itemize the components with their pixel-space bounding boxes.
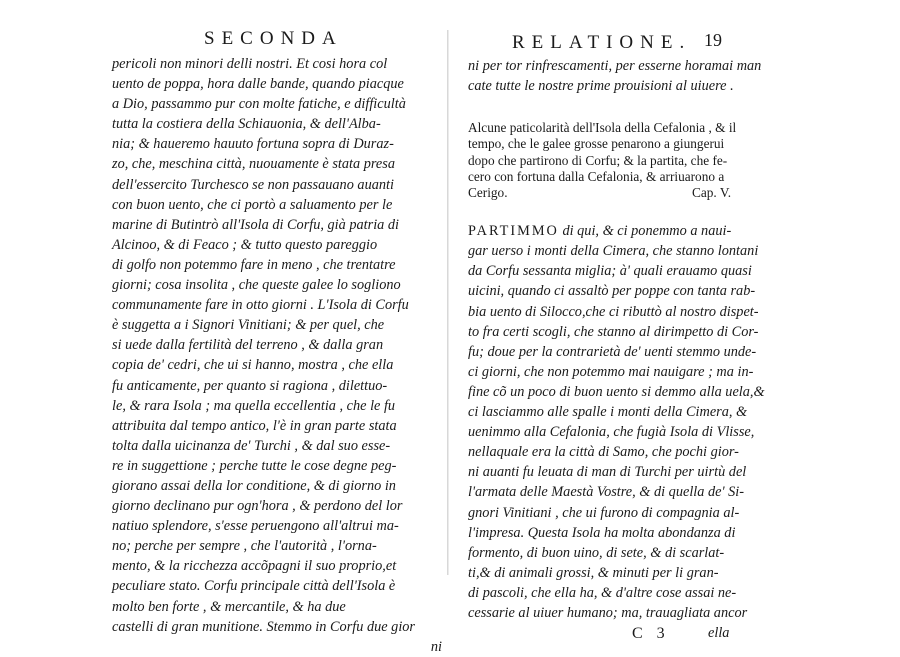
text-line: di golfo non potemmo fare in meno , che trentatre	[112, 256, 396, 273]
text-line	[468, 402, 768, 422]
text-line	[468, 241, 768, 261]
text-line-content: uenimmo alla Cefalonia, che fugià Isola di Vlisse,	[468, 424, 755, 441]
text-line	[468, 261, 768, 281]
summary-line-text: Cerigo.	[468, 185, 508, 200]
text-line: marine di Butintrò all'Isola di Corfu, già patria di	[112, 216, 400, 233]
signature-mark: C 3	[632, 625, 670, 643]
text-line	[468, 422, 768, 442]
text-line-content: ti,& di animali grossi, & minuti per li gran-	[468, 564, 719, 581]
page-footer	[468, 623, 768, 643]
text-line: natiuo splendore, s'esse peruengono all'altrui ma-	[112, 518, 399, 535]
text-line: tutta la costiera della Schiauonia, & dell'Alba-	[112, 116, 381, 133]
chapter-initial-word: PARTIMMO	[468, 223, 559, 240]
text-line-content: di pascoli, che ella ha, & d'altre cose assai ne-	[468, 584, 737, 601]
text-line: pericoli non minori delli nostri. Et cosi hora col	[112, 56, 388, 72]
text-line: communamente fare in otto giorni . L'Isola di Corfu	[112, 297, 409, 314]
text-line	[468, 523, 768, 543]
chapter-number: Cap. V.	[692, 185, 732, 200]
text-line: si uede dalla fertilità del terreno , & dalla gran	[112, 337, 384, 354]
right-main-text	[468, 221, 768, 623]
summary-line	[468, 185, 768, 201]
text-line-content: di qui, & ci ponemmo a naui-	[558, 223, 732, 240]
text-line: tolta dalla uicinanza de' Turchi , & dal suo esse-	[112, 437, 391, 454]
text-line	[468, 603, 768, 623]
text-line: peculiare stato. Corfu principale città dell'Isola è	[112, 578, 396, 595]
text-line-content: l'armata delle Maestà Vostre, & di quella de' Si-	[468, 484, 744, 501]
summary-line-text: tempo, che le galee grosse penarono a giungerui	[468, 136, 725, 152]
summary-line	[468, 120, 768, 136]
summary-line-text: Alcune paticolarità dell'Isola della Cefalonia , & il	[468, 120, 737, 136]
text-line-content: formento, di buon uino, di sete, & di scarlat-	[468, 544, 725, 561]
text-line-content: fine cõ un poco di buon uento si demmo alla uela,&	[468, 383, 765, 400]
text-line: a Dio, passammo pur con molte fatiche, e difficultà	[112, 96, 406, 113]
left-page	[112, 28, 442, 657]
text-line: fu anticamente, per quanto si ragiona , dilettuo-	[112, 377, 388, 394]
text-line: no; perche per sempre , che l'autorità , l'orna-	[112, 538, 377, 555]
text-line-content: da Corfu sessanta miglia; à' quali erauamo quasi	[468, 263, 752, 280]
chapter-summary	[468, 120, 768, 201]
summary-line	[468, 169, 768, 185]
text-line: giorano assai della lor conditione, & di giorno in	[112, 477, 396, 494]
text-line: giorni; cosa insolita , che queste galee lo sogliono	[112, 277, 401, 294]
text-line-content: ni auanti fu leuata di man di Turchi per uirtù del	[468, 464, 747, 481]
text-line-content: to fra certi scogli, che stanno al dirimpetto di Cor-	[468, 323, 759, 340]
text-line	[468, 281, 768, 301]
text-line: castelli di gran munitione. Stemmo in Corfu due gior	[112, 618, 415, 635]
text-line: dell'essercito Turchesco se non passauano auanti	[112, 176, 394, 193]
page-number: 19	[704, 30, 722, 50]
text-line	[468, 462, 768, 482]
text-line	[468, 342, 768, 362]
text-line-content: nellaquale era la città di Samo, che pochi gior-	[468, 444, 739, 461]
text-line: molto ben forte , & mercantile, & ha due	[112, 598, 346, 615]
text-line	[468, 543, 768, 563]
left-page-text	[112, 54, 442, 637]
running-head-left: SECONDA	[204, 28, 343, 49]
text-line: Alcinoo, & di Feaco ; & tutto questo pareggio	[112, 236, 378, 253]
left-catchword: ni	[430, 638, 442, 655]
text-line: mento, & la ricchezza accõpagni il suo proprio,et	[112, 558, 397, 575]
text-line-content: gnori Vinitiani , che ui furono di compagnia al-	[468, 504, 740, 521]
text-line	[468, 442, 768, 462]
text-line: giorno declinano pur ogn'hora , & perdono del lor	[112, 498, 403, 515]
text-line-content: ci lasciammo alle spalle i monti della Cimera, &	[468, 404, 748, 421]
text-line-content: fu; doue per la contrarietà de' uenti stemmo unde-	[468, 343, 757, 360]
text-line-content: l'impresa. Questa Isola ha molta abondanza di	[468, 524, 736, 541]
summary-line-text: dopo che partirono di Corfu; & la partita, che fe-	[468, 152, 728, 168]
text-line: nia; & haueremo hauuto fortuna sopra di Duraz-	[112, 136, 394, 153]
text-line-content: bia uento di Silocco,che ci ributtò al nostro dispet-	[468, 303, 759, 320]
text-line-content: gar uerso i monti della Cimera, che stanno lontani	[468, 243, 759, 260]
text-line: ni per tor rinfrescamenti, per esserne horamai man	[468, 58, 762, 74]
text-line-content: cessarie al uiuer humano; ma, trauagliata ancor	[468, 604, 748, 621]
text-line: cate tutte le nostre prime prouisioni al uiuere .	[468, 78, 734, 95]
right-page-header	[468, 28, 768, 54]
text-line: zo, che, meschina città, nuouamente è stata presa	[112, 156, 395, 173]
text-line	[468, 482, 768, 502]
text-line: uento de poppa, hora dalle bande, quando piacque	[112, 76, 404, 93]
right-continuation-text	[468, 56, 768, 96]
running-head-right: RELATIONE.	[512, 32, 692, 53]
text-line-content: uicini, quando ci assaltò per poppe con tanta rab-	[468, 283, 756, 300]
text-line: le, & rara Isola ; ma quella eccellentia , che le fu	[112, 397, 396, 414]
text-line	[468, 221, 768, 241]
summary-line	[468, 153, 768, 169]
text-line: re in suggettione ; perche tutte le cose degne peg-	[112, 457, 397, 474]
text-line	[468, 503, 768, 523]
text-line: con buon uento, che ci portò a saluamento per le	[112, 196, 393, 213]
summary-line	[468, 136, 768, 152]
text-line: attribuita dal tempo antico, l'è in gran parte stata	[112, 417, 397, 434]
text-line	[468, 382, 768, 402]
text-line: copia de' cedri, che ui si hanno, mostra , che ella	[112, 357, 394, 374]
text-line: è suggetta a i Signori Vinitiani; & per quel, che	[112, 317, 385, 334]
summary-line-text: cero con fortuna dalla Cefalonia, & arriuarono a	[468, 168, 725, 184]
book-gutter	[447, 30, 449, 575]
right-page	[468, 28, 768, 643]
text-line-content: ci giorni, che non potemmo mai nauigare ; ma in-	[468, 363, 754, 380]
text-line	[468, 322, 768, 342]
text-line	[468, 563, 768, 583]
left-page-header	[112, 28, 442, 54]
right-catchword: ella	[708, 625, 730, 642]
text-line	[468, 362, 768, 382]
text-line	[468, 302, 768, 322]
